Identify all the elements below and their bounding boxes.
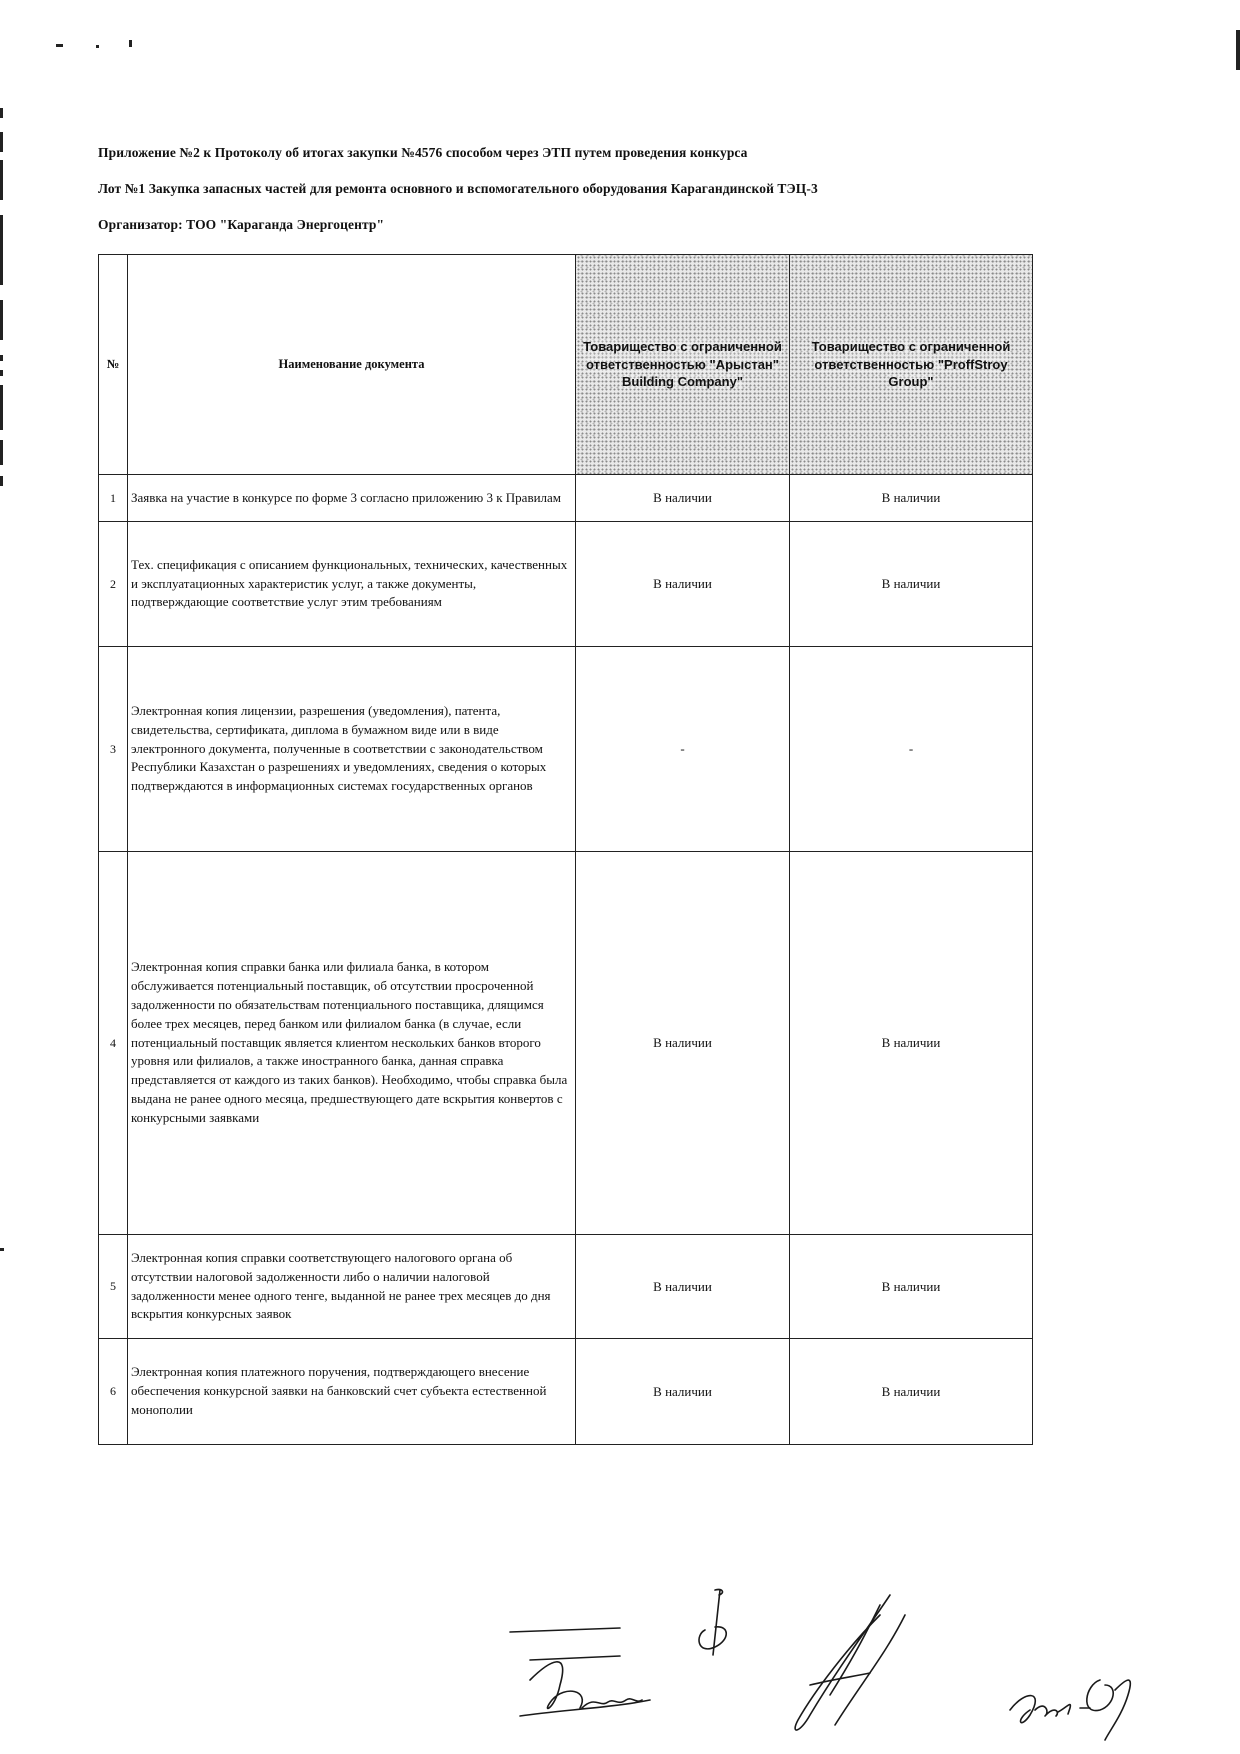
document-name: Тех. спецификация с описанием функциональных, технических, качественных и эксплуатационных характеристик услуг, а также документы, подтверждающие соответствие услуг этим требованиям — [128, 522, 576, 647]
supplier-proffstroy-status: В наличии — [790, 852, 1033, 1235]
documents-table — [98, 254, 1033, 1445]
row-number: 6 — [99, 1339, 128, 1445]
column-header-supplier-proffstroy — [790, 255, 1033, 475]
organizer-line: Организатор: ТОО "Караганда Энергоцентр" — [98, 217, 385, 232]
row-number: 5 — [99, 1235, 128, 1339]
table-row — [99, 852, 1033, 1235]
table-row — [99, 475, 1033, 522]
table-row — [99, 1339, 1033, 1445]
row-number: 3 — [99, 647, 128, 852]
document-name: Электронная копия справки соответствующего налогового органа об отсутствии налоговой задолженности либо о наличии налоговой задолженности менее одного тенге, выданной не ранее трех месяцев до дня вскрытия конкурсных заявок — [128, 1235, 576, 1339]
supplier-proffstroy-status: В наличии — [790, 522, 1033, 647]
supplier-proffstroy-status: В наличии — [790, 1339, 1033, 1445]
signature-4 — [1000, 1650, 1150, 1750]
table-row — [99, 522, 1033, 647]
document-title: Приложение №2 к Протоколу об итогах закупки №4576 способом через ЭТП путем проведения конкурса — [98, 145, 748, 160]
supplier-arystan-name: Товарищество с ограниченной ответственностью "Арыстан" Building Company" — [583, 339, 782, 390]
document-name: Электронная копия лицензии, разрешения (уведомления), патента, свидетельства, сертификата, диплома в бумажном виде или в виде электронного документа, полученные в соответствии с законодательством Республики Казахстан о разрешениях и уведомлениях, сведения о которых подтверждаются в информационных системах государственных органов — [128, 647, 576, 852]
table-row — [99, 1235, 1033, 1339]
row-number: 2 — [99, 522, 128, 647]
lot-title: Лот №1 Закупка запасных частей для ремонта основного и вспомогательного оборудования Карагандинской ТЭЦ-3 — [98, 181, 818, 196]
supplier-proffstroy-status: - — [790, 647, 1033, 852]
row-number: 4 — [99, 852, 128, 1235]
supplier-proffstroy-status: В наличии — [790, 1235, 1033, 1339]
column-header-number: № — [99, 255, 128, 475]
supplier-arystan-status: - — [576, 647, 790, 852]
document-name: Электронная копия платежного поручения, подтверждающего внесение обеспечения конкурсной заявки на банковский счет субъекта естественной монополии — [128, 1339, 576, 1445]
supplier-arystan-status: В наличии — [576, 522, 790, 647]
supplier-arystan-status: В наличии — [576, 1235, 790, 1339]
signature-1 — [500, 1590, 700, 1740]
signature-2 — [685, 1585, 745, 1685]
column-header-supplier-arystan — [576, 255, 790, 475]
supplier-proffstroy-name: Товарищество с ограниченной ответственностью "ProffStroy Group" — [811, 339, 1011, 390]
supplier-arystan-status: В наличии — [576, 1339, 790, 1445]
column-header-document-name: Наименование документа — [128, 255, 576, 475]
supplier-proffstroy-status: В наличии — [790, 475, 1033, 522]
signature-3 — [770, 1585, 930, 1745]
table-header-row — [99, 255, 1033, 475]
document-name: Электронная копия справки банка или филиала банка, в котором обслуживается потенциальный поставщик, об отсутствии просроченной задолженности по обязательствам потенциального поставщика, длящимся более трех месяцев, перед банком или филиалом банка (в случае, если потенциальный поставщик является клиентом нескольких банков второго уровня или филиалов, а также иностранного банка, данная справка представляется от каждого из таких банков). Необходимо, чтобы справка была выдана не ранее одного месяца, предшествующего дате вскрытия конвертов с конкурсными заявками — [128, 852, 576, 1235]
table-row — [99, 647, 1033, 852]
supplier-arystan-status: В наличии — [576, 475, 790, 522]
row-number: 1 — [99, 475, 128, 522]
supplier-arystan-status: В наличии — [576, 852, 790, 1235]
document-name: Заявка на участие в конкурсе по форме 3 согласно приложению 3 к Правилам — [128, 475, 576, 522]
